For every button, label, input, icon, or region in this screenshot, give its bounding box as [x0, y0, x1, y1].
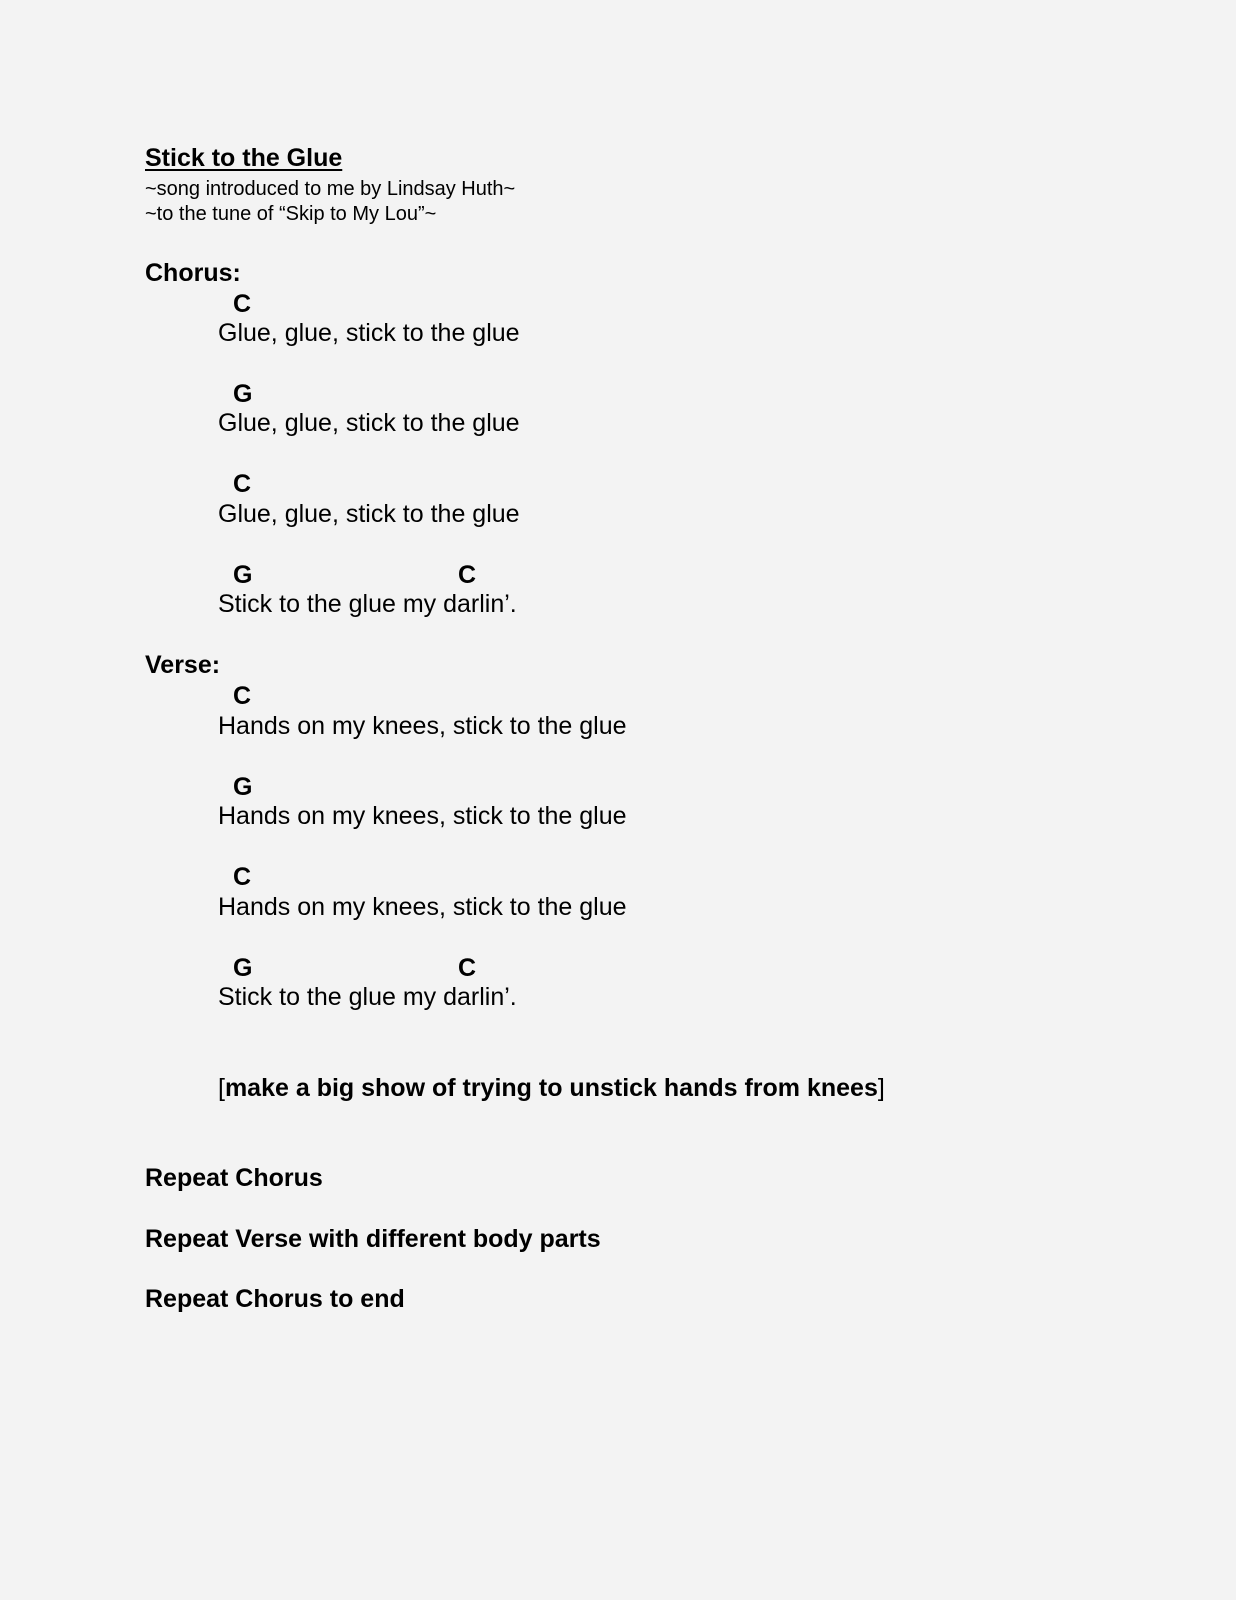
lyric-line: Glue, glue, stick to the glue: [218, 500, 520, 528]
lyric-line: Stick to the glue my darlin’.: [218, 590, 517, 618]
song-tune: ~to the tune of “Skip to My Lou”~: [145, 203, 437, 225]
lyric-line: Glue, glue, stick to the glue: [218, 319, 520, 347]
lyric-line: Hands on my knees, stick to the glue: [218, 802, 627, 830]
chord: G: [233, 954, 253, 982]
instruction-repeat-chorus: Repeat Chorus: [145, 1164, 323, 1192]
stage-direction-text: make a big show of trying to unstick hands from knees: [224, 1074, 878, 1102]
song-title: Stick to the Glue: [145, 144, 343, 172]
verse-heading: Verse:: [145, 651, 221, 679]
chorus-heading: Chorus:: [145, 259, 241, 287]
lyric-line: Stick to the glue my darlin’.: [218, 983, 517, 1011]
lyric-line: Glue, glue, stick to the glue: [218, 409, 520, 437]
chord: G: [233, 773, 253, 801]
chord: G: [233, 561, 253, 589]
instruction-repeat-chorus-end: Repeat Chorus to end: [145, 1285, 405, 1313]
chord: G: [233, 380, 253, 408]
instruction-repeat-verse: Repeat Verse with different body parts: [145, 1225, 601, 1253]
bracket-open: [: [218, 1074, 225, 1102]
bracket-close: ]: [877, 1074, 885, 1102]
chord: C: [458, 954, 477, 982]
lyric-line: Hands on my knees, stick to the glue: [218, 893, 627, 921]
song-credit: ~song introduced to me by Lindsay Huth~: [145, 178, 516, 200]
chord: C: [458, 561, 477, 589]
chord: C: [233, 470, 252, 498]
stage-direction: [218, 1076, 885, 1101]
chord: C: [233, 682, 252, 710]
chord: C: [233, 290, 252, 318]
chord: C: [233, 863, 252, 891]
lyric-line: Hands on my knees, stick to the glue: [218, 712, 627, 740]
